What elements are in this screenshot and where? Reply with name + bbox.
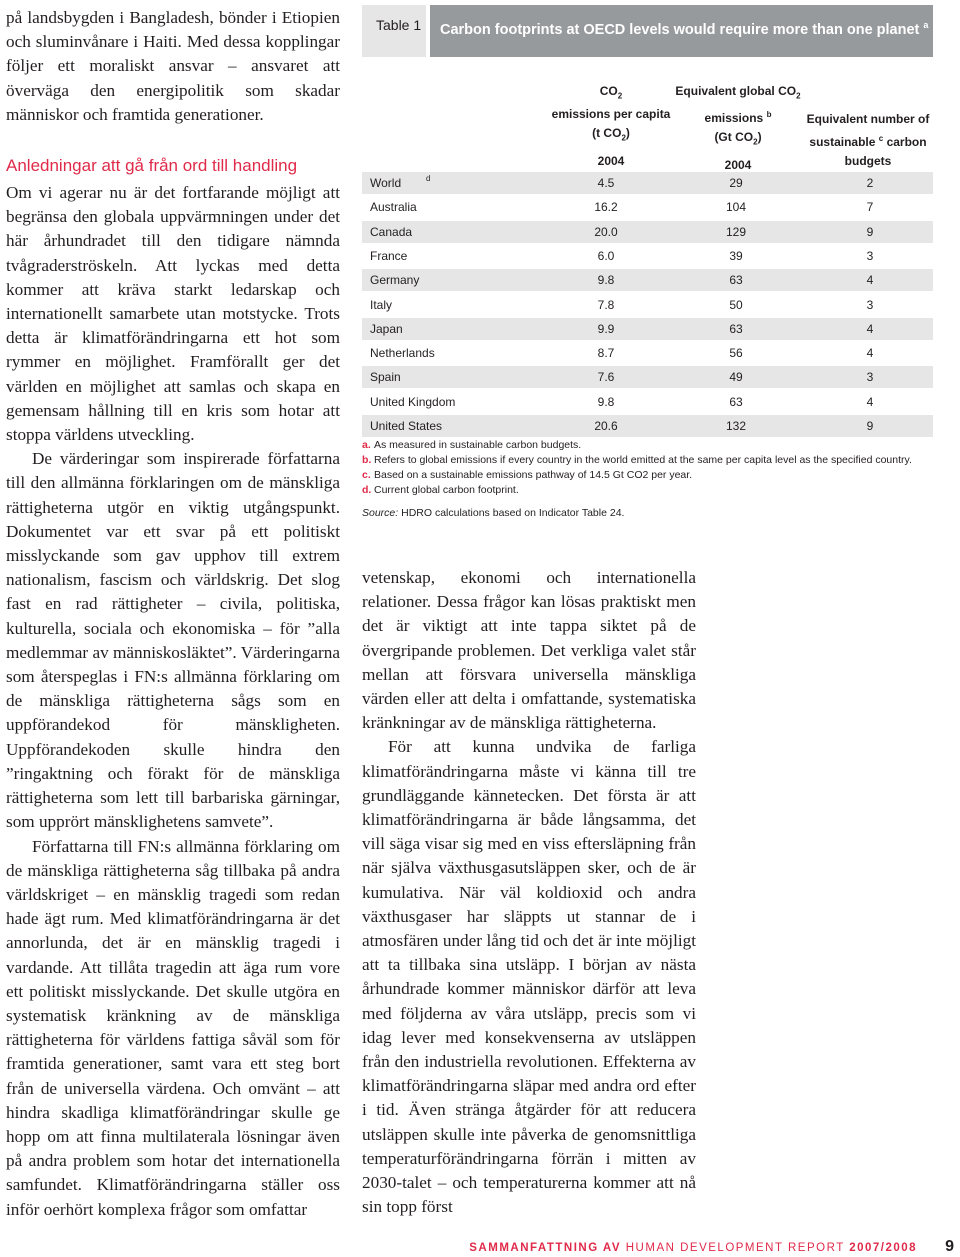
running-footer: SAMMANFATTNING AV HUMAN DEVELOPMENT REPORT 2007/2008 — [469, 1242, 918, 1254]
cell-global: 39 — [729, 248, 743, 263]
section-heading: Anledningar att gå från ord till handling — [6, 156, 298, 176]
row-country: Italy — [370, 297, 393, 312]
table-row — [362, 366, 933, 388]
table-row — [362, 245, 933, 267]
table-row — [362, 294, 933, 316]
cell-global: 104 — [725, 200, 747, 215]
cell-global: 56 — [729, 346, 743, 361]
cell-per-capita: 4.5 — [597, 176, 615, 190]
left-column — [6, 6, 340, 1222]
table-note: a. As measured in sustainable carbon budgets. — [362, 439, 582, 452]
column-headers — [362, 57, 933, 172]
cell-budgets: 9 — [866, 419, 874, 433]
table-note: b. Refers to global emissions if every country in the world emitted at the same per capita level as the specified country. — [362, 454, 912, 467]
cell-per-capita: 9.9 — [597, 321, 615, 336]
row-country: World — [370, 176, 402, 190]
cell-per-capita: 20.6 — [594, 419, 618, 433]
cell-per-capita: 20.0 — [594, 224, 618, 239]
table-row — [362, 391, 933, 413]
table-row — [362, 318, 933, 340]
table-1 — [362, 5, 933, 520]
row-country: Spain — [370, 370, 401, 385]
cell-per-capita: 9.8 — [597, 273, 615, 288]
table-row — [362, 342, 933, 364]
cell-budgets: 9 — [866, 224, 874, 239]
body-paragraph: De värderingar som inspirerade författarna till den allmänna förklaringen om de mänskliga rättigheterna utgör en viktig utgångspunkt. Dokumentet var ett svar på ett politiskt misslyckande som gav upphov till extrem nationalism, fascism och världskrig. Det slog fast en rad rättigheter – civila, politiska, kulturella, sociala och ekonomiska – för ”alla medlemmar av människosläktet”. Värderingarna som återspeglas i FN:s allmänna förklaring om de mänskliga rättigheterna sågs som en uppförandekod för mänskligheten. Uppförandekoden skulle hindra den ”ringaktning och förakt för de mänskliga rättigheterna som lett till barbariska gärningar, som upprört mänsklighetens samvete”. — [6, 449, 340, 832]
table-title-text: Carbon footprints at OECD levels would require more than one planet — [440, 21, 920, 38]
table-source: Source: HDRO calculations based on Indicator Table 24. — [362, 507, 625, 520]
table-header — [362, 5, 933, 57]
row-country: Germany — [370, 273, 420, 288]
table-note: d. Current global carbon footprint. — [362, 484, 519, 497]
cell-global: 132 — [725, 419, 747, 433]
cell-budgets: 3 — [866, 297, 874, 312]
body-paragraph: Författarna till FN:s allmänna förklaring om de mänskliga rättigheterna såg tillbaka på andra världskriget – en mänsklig tragedi som redan hade ägt rum. Med klimatförändringarna är det annorlunda, det är en mänsklig tragedi i vardande. Att tillåta tragedin att äga rum vore ett politiskt misslyckande. Det skulle utgöra en systematisk kränkning av de mänskliga rättigheterna för världens fattiga såväl som för framtida generationer, samt vara ett steg bort från de universella värdena. Och omvänt – att hindra skadliga klimatförändringar skulle ge hopp om att finna multilaterala lösningar även på andra problem som hotar det internationella samfundet. Klimatförändringarna ställer oss inför oerhört komplexa frågor som omfattar — [6, 836, 340, 1219]
row-country: Netherlands — [370, 346, 435, 361]
table-title-note: a — [923, 20, 929, 30]
cell-budgets: 3 — [866, 248, 874, 263]
cell-per-capita: 7.8 — [597, 297, 615, 312]
page-number: 9 — [945, 1238, 954, 1255]
cell-budgets: 4 — [866, 273, 874, 288]
table-note: c. Based on a sustainable emissions pathway of 14.5 Gt CO2 per year. — [362, 469, 693, 482]
column-header-per-capita: $CO_2$ emissions per capita (t $CO_2$) 2004 — [550, 82, 672, 171]
table-notes — [362, 438, 912, 521]
table-label: Table 1 — [362, 5, 426, 57]
page-footer — [469, 1238, 954, 1256]
cell-per-capita: 7.6 — [597, 370, 615, 385]
cell-per-capita: 6.0 — [597, 248, 615, 263]
table-row — [362, 415, 933, 437]
cell-global: 63 — [729, 321, 743, 336]
cell-global: 129 — [725, 224, 747, 239]
table-row — [362, 269, 933, 291]
row-country: United Kingdom — [370, 394, 456, 409]
cell-budgets: 7 — [866, 200, 874, 215]
cell-budgets: 2 — [866, 176, 874, 190]
cell-budgets: 3 — [866, 370, 874, 385]
cell-global: 49 — [729, 370, 743, 385]
body-paragraph: vetenskap, ekonomi och internationella relationer. Dessa frågor kan lösas praktiskt men det är viktigt att inte tappa siktet på de övergripande problemen. Det verkliga valet står mellan att försvara universella mänskliga värden eller att delta i omfattande, systematiska kränkningar av de mänskliga rättigheterna. — [362, 568, 696, 733]
cell-global: 50 — [729, 297, 743, 312]
cell-global: 29 — [729, 176, 743, 190]
table-row — [362, 196, 933, 218]
table-row — [362, 172, 933, 194]
cell-per-capita: 16.2 — [594, 200, 618, 215]
cell-budgets: 4 — [866, 346, 874, 361]
cell-per-capita: 8.7 — [597, 346, 615, 361]
cell-budgets: 4 — [866, 321, 874, 336]
column-header-global: Equivalent global $CO_2$ emissions $^b$ (Gt $CO_2$) 2004 — [668, 82, 808, 175]
row-country: Japan — [370, 321, 403, 336]
row-country: Canada — [370, 224, 413, 239]
cell-per-capita: 9.8 — [597, 394, 615, 409]
column-year: 2004 — [724, 157, 752, 172]
table-row — [362, 221, 933, 243]
cell-global: 63 — [729, 394, 743, 409]
body-paragraph: Om vi agerar nu är det fortfarande möjligt att begränsa den globala uppvärmningen under det här århundradet till den tidigare nämnda tvågraderströskeln. Att lyckas med detta kommer att kräva starkt ledarskap och internationellt samarbete utan motstycke. Trots detta är klimatförändringarna ett hot som rymmer en möjlighet. Framförallt ger det världen en möjlighet att samlas och skapa en gemensam hållning till en kris som hotar att stoppa världens utveckling. — [6, 183, 340, 445]
cell-budgets: 4 — [866, 394, 874, 409]
row-country: Australia — [370, 200, 417, 215]
column-header-budgets: Equivalent number of sustainable $^c$ carbon budgets — [806, 112, 930, 168]
right-column — [362, 566, 696, 1219]
column-year: 2004 — [597, 153, 625, 168]
body-paragraph: För att kunna undvika de farliga klimatförändringarna måste vi känna till tre grundläggande kännetecken. Det första är att klimatförändringarna är både långsamma, det vill säga visar sig med en viss eftersläpning från när själva växthusgasutsläppen sker, och de är kumulativa. När väl koldioxid och andra växthusgaser har släppts ut stannar de i atmosfären under lång tid och det är inte möjligt att ta tillbaka sina utsläpp. I början av nästa århundrade kommer människor därför att leva med följderna av våra utsläpp, precis som vi idag lever med konsekvenserna av utsläppen från den industriella revolutionen. Effekterna av klimatförändringarna släpar med andra ord efter i tid. Även stränga åtgärder för att reducera utsläppen skulle inte påverka de genomsnittliga temperaturförändringarna förrän i mitten av 2030-talet – och temperaturerna kommer att nå sin topp först — [362, 737, 696, 1217]
row-country: United States — [370, 419, 443, 433]
row-note: d — [426, 174, 431, 183]
row-country: France — [370, 248, 408, 263]
table-title — [430, 5, 933, 57]
body-paragraph: på landsbygden i Bangladesh, bönder i Etiopien och sluminvånare i Haiti. Med dessa kopplingar följer ett moraliskt ansvar – ansvaret att överväga den energipolitik som skadar människor och framtida generationer. — [6, 8, 340, 124]
cell-global: 63 — [729, 273, 743, 288]
